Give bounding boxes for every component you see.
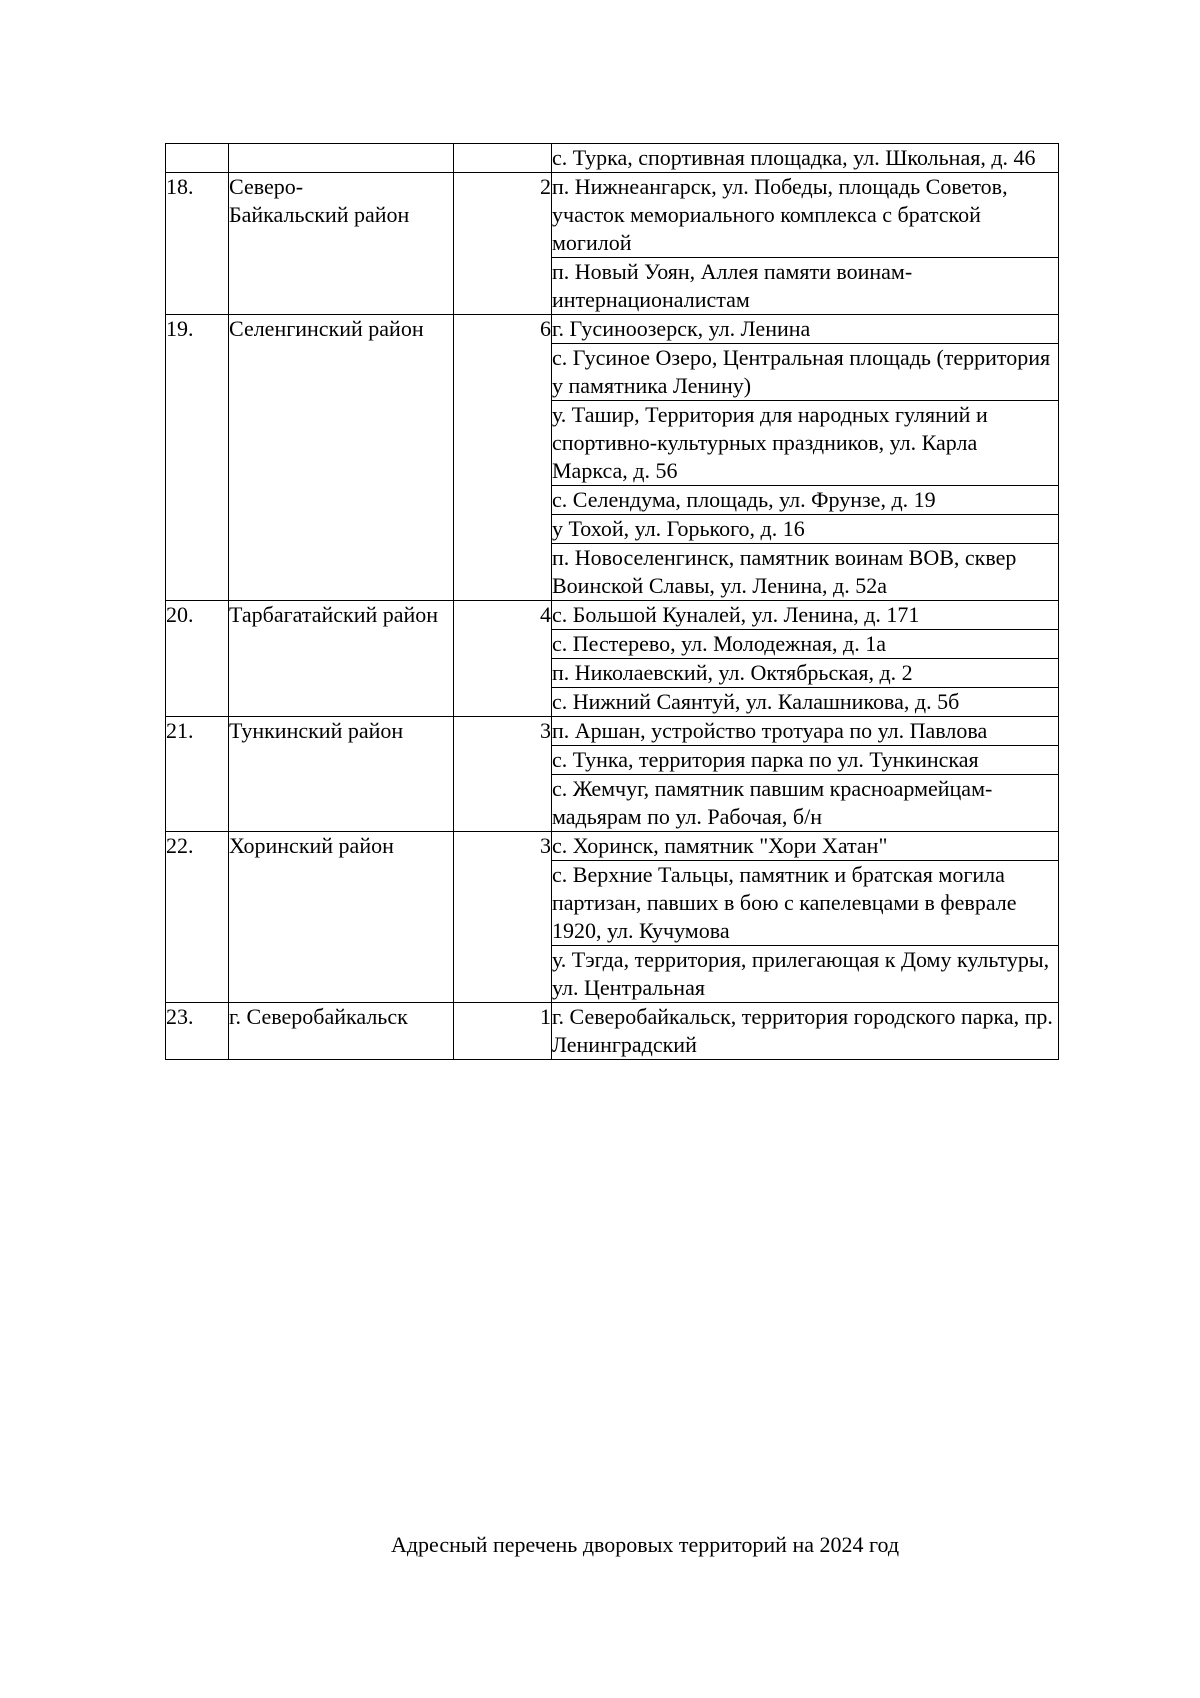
district-cell: г. Северобайкальск — [229, 1003, 454, 1060]
count-cell: 6 — [454, 315, 552, 601]
count-cell: 3 — [454, 832, 552, 1003]
count-cell: 3 — [454, 717, 552, 832]
count-cell: 2 — [454, 173, 552, 315]
address-cell: с. Хоринск, памятник "Хори Хатан" — [552, 832, 1059, 861]
row-number-cell: 19. — [166, 315, 229, 601]
table-row-20 — [166, 601, 1059, 630]
table-row-21 — [166, 717, 1059, 746]
row-number-cell: 22. — [166, 832, 229, 1003]
district-cell: Хоринский район — [229, 832, 454, 1003]
address-cell: с. Пестерево, ул. Молодежная, д. 1а — [552, 630, 1059, 659]
district-cell — [229, 173, 454, 315]
address-cell: с. Большой Куналей, ул. Ленина, д. 171 — [552, 601, 1059, 630]
territory-table — [165, 143, 1059, 1060]
address-cell: с. Селендума, площадь, ул. Фрунзе, д. 19 — [552, 486, 1059, 515]
address-cell: п. Аршан, устройство тротуара по ул. Павлова — [552, 717, 1059, 746]
section-heading: Адресный перечень дворовых территорий на 2024 год — [390, 1532, 900, 1557]
address-cell: с. Гусиное Озеро, Центральная площадь (территория у памятника Ленину) — [552, 344, 1059, 401]
address-cell: у Тохой, ул. Горького, д. 16 — [552, 515, 1059, 544]
row-number-cell — [166, 144, 229, 173]
address-cell: с. Нижний Саянтуй, ул. Калашникова, д. 5б — [552, 688, 1059, 717]
address-cell: п. Николаевский, ул. Октябрьская, д. 2 — [552, 659, 1059, 688]
table-row-continuation — [166, 144, 1059, 173]
row-number-cell: 21. — [166, 717, 229, 832]
table-row-18 — [166, 173, 1059, 258]
address-cell: п. Нижнеангарск, ул. Победы, площадь Советов, участок мемориального комплекса с братской могилой — [552, 173, 1059, 258]
district-cell — [229, 144, 454, 173]
row-number-cell: 23. — [166, 1003, 229, 1060]
row-number-cell: 20. — [166, 601, 229, 717]
address-cell: г. Северобайкальск, территория городского парка, пр. Ленинградский — [552, 1003, 1059, 1060]
address-cell: у. Тэгда, территория, прилегающая к Дому культуры, ул. Центральная — [552, 946, 1059, 1003]
count-cell — [454, 144, 552, 173]
district-name-line-1: Северо- — [229, 174, 304, 199]
district-cell: Тарбагатайский район — [229, 601, 454, 717]
district-cell: Тункинский район — [229, 717, 454, 832]
address-cell: у. Ташир, Территория для народных гуляний и спортивно-культурных праздников, ул. Карла Маркса, д. 56 — [552, 401, 1059, 486]
table-row-23 — [166, 1003, 1059, 1060]
district-cell: Селенгинский район — [229, 315, 454, 601]
address-cell: с. Тунка, территория парка по ул. Тункинская — [552, 746, 1059, 775]
count-cell: 1 — [454, 1003, 552, 1060]
address-cell: с. Верхние Тальцы, памятник и братская могила партизан, павших в бою с капелевцами в феврале 1920, ул. Кучумова — [552, 861, 1059, 946]
address-cell: п. Новоселенгинск, памятник воинам ВОВ, сквер Воинской Славы, ул. Ленина, д. 52а — [552, 544, 1059, 601]
address-cell: с. Жемчуг, памятник павшим красноармейцам-мадьярам по ул. Рабочая, б/н — [552, 775, 1059, 832]
table-row-19 — [166, 315, 1059, 344]
district-name-line-2: Байкальский район — [229, 202, 410, 227]
count-cell: 4 — [454, 601, 552, 717]
address-cell: п. Новый Уоян, Аллея памяти воинам-интернационалистам — [552, 258, 1059, 315]
row-number-cell: 18. — [166, 173, 229, 315]
address-cell: г. Гусиноозерск, ул. Ленина — [552, 315, 1059, 344]
address-cell: с. Турка, спортивная площадка, ул. Школьная, д. 46 — [552, 144, 1059, 173]
table-row-22 — [166, 832, 1059, 861]
